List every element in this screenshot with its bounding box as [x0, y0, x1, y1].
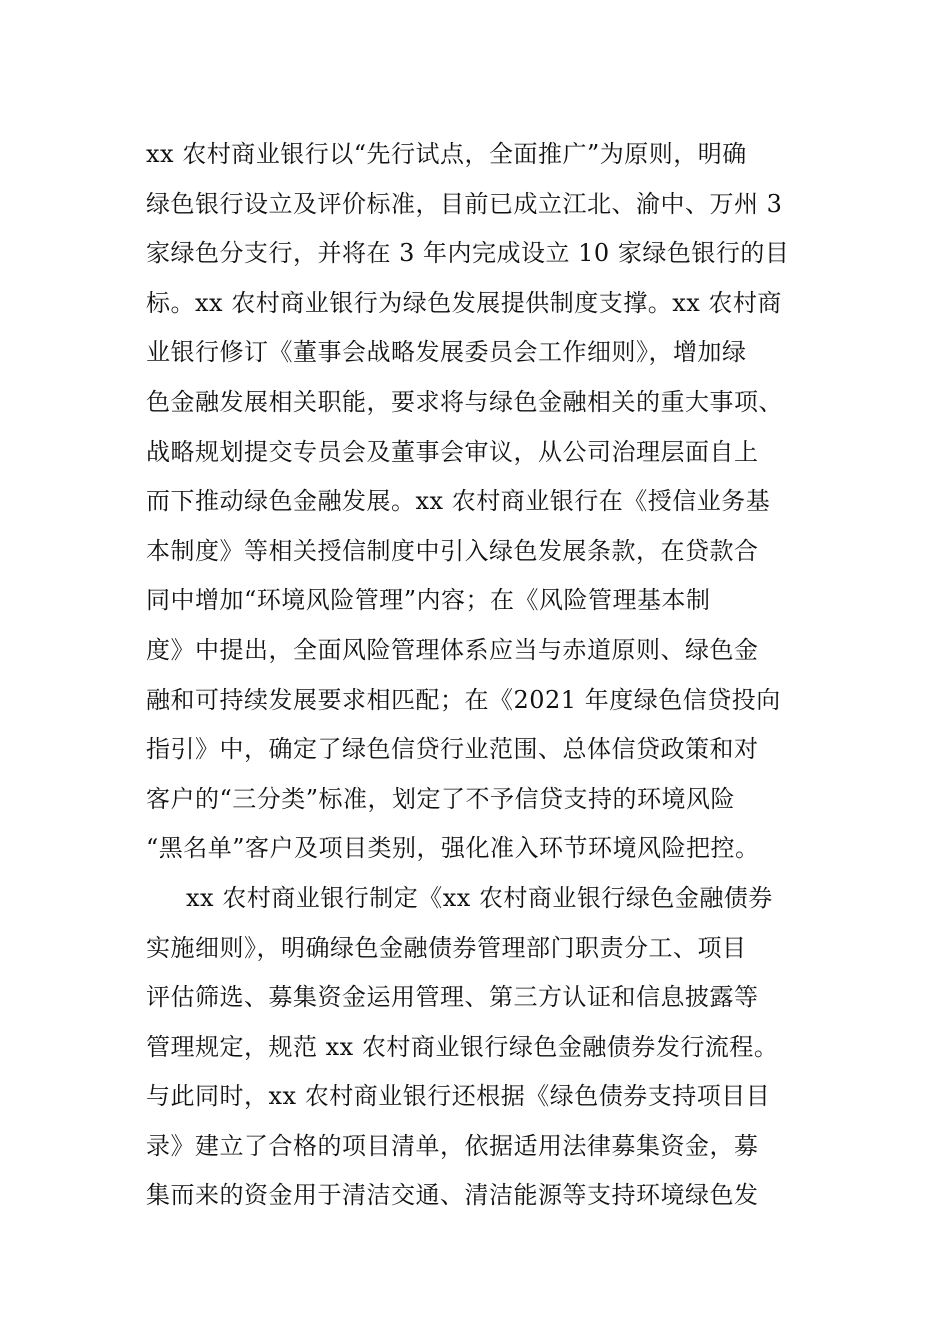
text-line: 录》建立了合格的项目清单，依据适用法律募集资金，募 — [146, 1131, 759, 1160]
text-line: 指引》中，确定了绿色信贷行业范围、总体信贷政策和对 — [146, 735, 759, 764]
text-line: 标。xx 农村商业银行为绿色发展提供制度支撑。xx 农村商 — [146, 288, 782, 317]
text-line: 与此同时，xx 农村商业银行还根据《绿色债券支持项目目 — [146, 1082, 771, 1111]
text-line: 融和可持续发展要求相匹配；在《2021 年度绿色信贷投向 — [146, 685, 781, 714]
text-line: 家绿色分支行，并将在 3 年内完成设立 10 家绿色银行的目 — [146, 239, 790, 268]
text-line: 度》中提出，全面风险管理体系应当与赤道原则、绿色金 — [146, 635, 759, 664]
body-text — [146, 130, 806, 1221]
text-line: “黑名单”客户及项目类别，强化准入环节环境风险把控。 — [146, 834, 760, 863]
text-line: 管理规定，规范 xx 农村商业银行绿色金融债券发行流程。 — [146, 1032, 779, 1061]
text-line: 业银行修订《董事会战略发展委员会工作细则》，增加绿 — [146, 338, 747, 367]
paragraph-start-line: xx 农村商业银行制定《xx 农村商业银行绿色金融债券 — [186, 883, 773, 912]
text-line: 评估筛选、募集资金运用管理、第三方认证和信息披露等 — [146, 983, 759, 1012]
text-line: 客户的“三分类”标准，划定了不予信贷支持的环境风险 — [146, 784, 736, 813]
text-line: xx 农村商业银行以“先行试点，全面推广”为原则，明确 — [146, 140, 747, 168]
text-line: 色金融发展相关职能，要求将与绿色金融相关的重大事项、 — [146, 387, 783, 416]
text-line: 本制度》等相关授信制度中引入绿色发展条款，在贷款合 — [146, 536, 759, 565]
text-line: 战略规划提交专员会及董事会审议，从公司治理层面自上 — [146, 437, 759, 466]
text-line: 实施细则》，明确绿色金融债券管理部门职责分工、项目 — [146, 933, 747, 962]
text-line: 同中增加“环境风险管理”内容；在《风险管理基本制 — [146, 586, 711, 615]
text-line: 绿色银行设立及评价标准，目前已成立江北、渝中、万州 3 — [146, 189, 783, 218]
text-line: 集而来的资金用于清洁交通、清洁能源等支持环境绿色发 — [146, 1181, 759, 1210]
text-line: 而下推动绿色金融发展。xx 农村商业银行在《授信业务基 — [146, 487, 771, 516]
